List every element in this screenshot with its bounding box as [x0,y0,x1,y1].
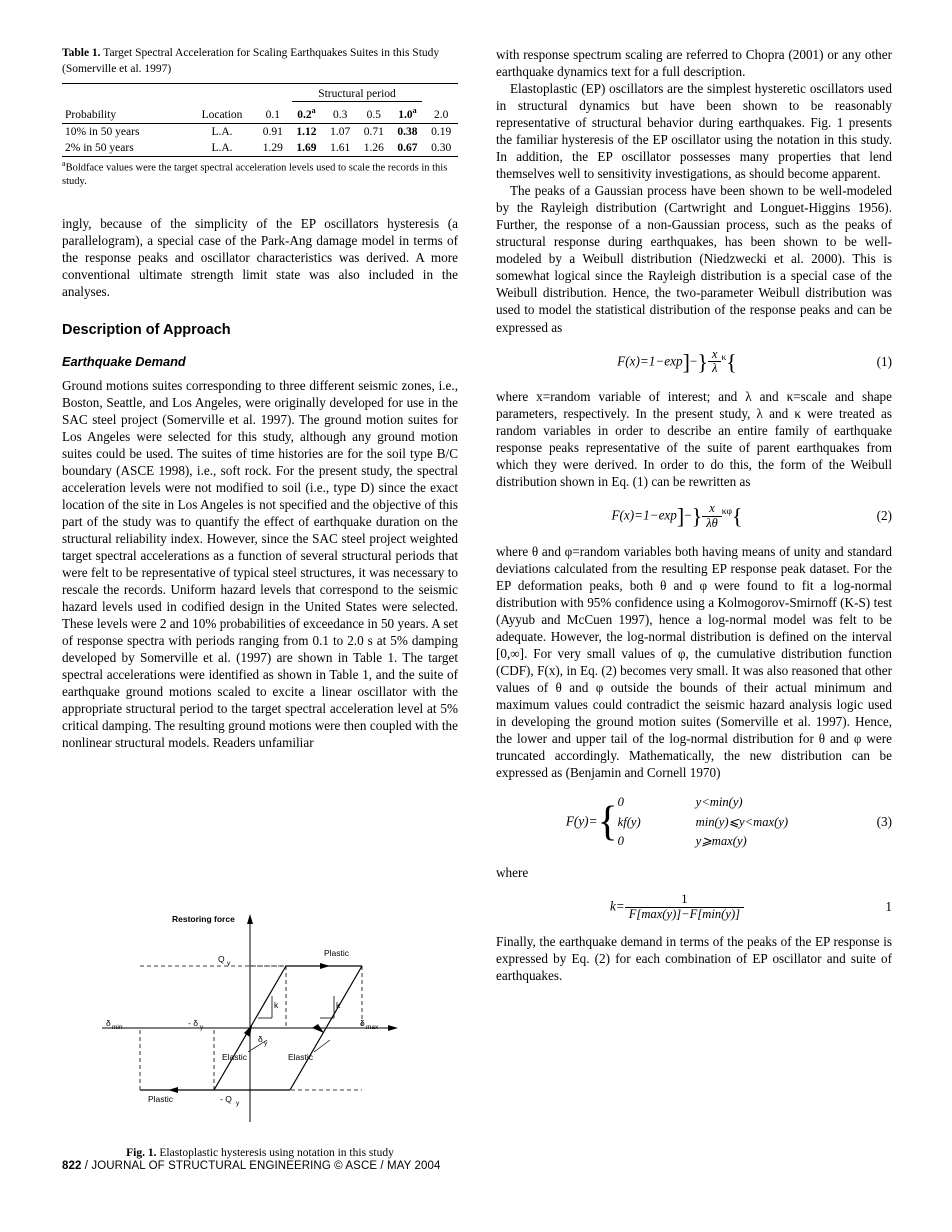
figure-1-label-qy-pos-sub: y [227,960,231,967]
right-paragraph-4: where x=random variable of interest; and λ and κ=scale and shape parameters, respectively. In the present study, λ and κ were treated as random variables in order to describe an entire family of earthquake response peaks representative of the suite of parent earthquakes from which they were derived. In order to do this, the form of the Weibull distribution shown in Eq. (1) can be rewritten as [496,389,892,490]
right-paragraph-5: where θ and φ=random variables both having means of unity and standard deviations calculated from the resulting EP response peak dataset. For the EP deformation peaks, both θ and φ were found to fit a log-normal distribution with 95% confidence using a Kolmogorov-Smirnoff (K-S) test (Ayyub and McCuen 1997), hence a log-normal model was felt to be adequate. However, the log-normal distribution is defined on the interval [0,∞]. For very small values of φ, the cumulative distribution function (CDF), F(x), in Eq. (2) becomes very small. It was also reasoned that other values of θ and φ outside the bounds of their actual minimum and maximum values could contradict the seismic hazard analysis logic used in developing the ground motion suites (Somerville et al. 1997). Hence, the lower and upper tail of the log-normal distribution for θ and φ were truncated accordingly. Mathematically, the new distribution can be expressed as (Benjamin and Cornell 1970) [496,543,892,781]
figure-1-label-stiffness-left: k [274,1000,279,1010]
equation-2-expression: F(x)=1−exp]−} $\frac{x}{\lambda\theta}$ $^{\kappa\varphi}${ [611,501,743,530]
equation-4 [496,893,892,922]
equation-2-number: (2) [876,508,892,524]
table1-header-row [62,104,458,123]
figure-1-graphic [62,900,458,1136]
equation-4-expression: k= $\frac{1}{F[\max(y)]-F[\min(y)]}$ [496,893,858,922]
figure-1-label-elastic-right: Elastic [288,1052,314,1062]
table1 [62,83,458,157]
table1-row1-v4: 0.67 [391,140,425,157]
table1-row1-probability: 2% in 50 years [62,140,188,157]
equation-1-number: (1) [876,353,892,369]
right-paragraph-2: Elastoplastic (EP) oscillators are the simplest hysteretic oscillators used in structural dynamics but have been shown to be reasonably representative of structural behavior during earthquakes. Fig. 1 presents the familiar hysteresis of the EP oscillator using the notation in this study. In addition, the EP oscillator possesses many properties that lend themselves well to sensitivity investigations, as should become apparent. [496,81,892,182]
table1-row0-v5: 0.19 [431,125,452,138]
table1-footnote-text: Boldface values were the target spectral acceleration levels used to scale the records in this study. [62,162,448,187]
table1-footnote [62,159,458,189]
right-paragraph-3: The peaks of a Gaussian process have been shown to be well-modeled by the Rayleigh distribution (Cartwright and Longuet-Higgins 1956). Further, the response of a non-Gaussian process, such as the peaks of structural response during earthquakes, has been shown to be well-modeled by a Weibull distribution (Niedzwecki et al. 2000). This is somewhat logical since the Rayleigh distribution is a special case of the Weibull distribution. Hence, the two-parameter Weibull distribution was used to model the statistical distribution of the response peaks and can be expressed as [496,183,892,335]
figure-1-label-qy-pos: Q [218,954,225,964]
table1-row0-probability: 10% in 50 years [65,125,140,138]
subsection-heading-earthquake-demand: Earthquake Demand [62,353,186,369]
table1-row1-v3: 1.26 [357,140,391,157]
figure-1-label-plastic-bottom: Plastic [148,1094,174,1104]
table1-col-location: Location [188,104,256,123]
table1-row0-v3: 0.71 [363,125,384,138]
equation-1-expression: F(x)=1−exp]−} $\frac{x}{\lambda}$ $^\kappa${ [617,346,737,376]
table1-caption-text: Target Spectral Acceleration for Scaling Earthquakes Suites in this Study (Somerville et al. 1997) [62,47,440,75]
svg-text:y: y [264,1040,268,1047]
right-column [496,46,892,985]
table1-row0-v0: 0.91 [262,125,283,138]
footer-page-number: 822 [62,1160,82,1172]
figure-1-label-delta-y-neg: - δ [188,1018,198,1028]
table1-period-header-0: 0.1 [256,104,290,123]
equation-3-number: (3) [876,814,892,830]
left-column [62,46,458,751]
table1-period-header-5: 2.0 [424,104,458,123]
equation-2 [496,502,892,531]
table1-col-probability: Probability [62,104,188,123]
equation-1 [496,348,892,377]
where-label: where [496,864,529,880]
table1-period-header-1: 0.2$^a$ [290,104,324,123]
table1-group-header: Structural period [292,88,422,102]
figure-1-label-delta-y-pos: δ [258,1034,263,1044]
table-row [62,123,458,140]
section-heading-description-of-approach: Description of Approach [62,321,231,338]
equation-3-expression: F(y)={ 0 y<min(y) kf(y) min(y)⩽y<max(y) 0 y⩾max(y) [565,795,789,849]
figure-1-label-delta-max: δ [360,1018,365,1028]
figure-1-label-qy-neg-sub: y [236,1100,240,1107]
table1-row1-location: L.A. [188,140,256,157]
table1-row0-v4: 0.38 [397,125,418,138]
table1-row0-location: L.A. [211,125,233,138]
equation-3 [496,793,892,852]
footer-text: / JOURNAL OF STRUCTURAL ENGINEERING © ASCE / MAY 2004 [84,1160,441,1172]
table1-row1-v2: 1.61 [323,140,357,157]
table1-row0-v2: 1.07 [330,125,351,138]
figure-1-caption [62,1147,458,1159]
table1-group-header-row [62,84,458,105]
right-paragraph-1: with response spectrum scaling are referred to Chopra (2001) or any other earthquake dynamics text for a full description. [496,47,892,80]
figure-1-axis-label-y: Restoring force [172,914,235,924]
figure-1-label-elastic-left: Elastic [222,1052,248,1062]
table1-period-header-2: 0.3 [323,104,357,123]
table1-caption [62,46,458,77]
figure-1 [62,900,458,1159]
left-continued-paragraph: ingly, because of the simplicity of the EP oscillators hysteresis (a parallelogram), a special case of the Park-Ang damage model in terms of the response peaks and oscillator characteristics was derived. A more conventional ultimate strength limit state was also included in the analyses. [62,215,458,299]
figure-1-label-qy-neg: - Q [220,1094,232,1104]
table1-caption-label: Table 1. [62,47,101,59]
figure-1-label-delta-min: δ [106,1018,111,1028]
figure-1-caption-text: Elastoplastic hysteresis using notation in this study [159,1147,394,1159]
table-row [62,140,458,157]
page-footer [62,1160,440,1172]
figure-1-label-plastic-top: Plastic [324,948,350,958]
svg-text:y: y [200,1024,204,1031]
svg-text:min: min [112,1024,123,1031]
table1-period-header-3: 0.5 [357,104,391,123]
table1-row0-v1: 1.12 [296,125,317,138]
figure-1-label-stiffness-right: k [336,1000,341,1010]
figure-1-caption-label: Fig. 1. [126,1147,157,1159]
svg-text:max: max [366,1024,379,1031]
table1-row1-v5: 0.30 [424,140,458,157]
table1-period-header-4: 1.0$^a$ [391,104,425,123]
left-paragraph-1: Ground motions suites corresponding to three different seismic zones, i.e., Boston, Seattle, and Los Angeles, were originally developed for use in the SAC steel project (Somerville et al. 1997). The ground motion suites for Los Angeles were selected for this study, although any ground motion suites could be used. The suites of time histories are for the soil type B/C boundary (ASCE 1998), i.e., soft rock. For the present study, the spectral acceleration levels were not modified to soil (i.e., type D) since the exact location of the site in Los Angeles is not specified and the objective of this part of the study was to quantify the effect of earthquake duration on the structural reliability index. However, since the SAC steel project weighted target spectral accelerations as a function of several structural periods that were felt to be representative of typical steel structures, it was necessary to rescale the records. Uniform hazard levels that correspond to the seismic hazard levels used in codified design in the United States were selected. These levels were 2 and 10% probabilities of exceedance in 50 years. A set of response spectra with periods ranging from 0.1 to 2.0 s at 5% damping developed by Somerville et al. (1997) are shown in Table 1. The target spectral accelerations were identified as shown in Table 1, and the suite of earthquake ground motions scaled to excite a linear oscillator with the appropriate structural period to the target spectral acceleration level at 5% critical damping. The resulting ground motions were then coupled with the nonlinear structural models. Readers unfamiliar [62,377,458,751]
table1-row1-v1: 1.69 [290,140,324,157]
table1-footnote-marker: a [62,158,66,168]
right-paragraph-6: Finally, the earthquake demand in terms of the peaks of the EP response is expressed by Eq. (2) for each combination of EP oscillator and suite of earthquakes. [496,934,892,984]
equation-4-number: 1 [885,899,892,915]
table1-row1-v0: 1.29 [256,140,290,157]
